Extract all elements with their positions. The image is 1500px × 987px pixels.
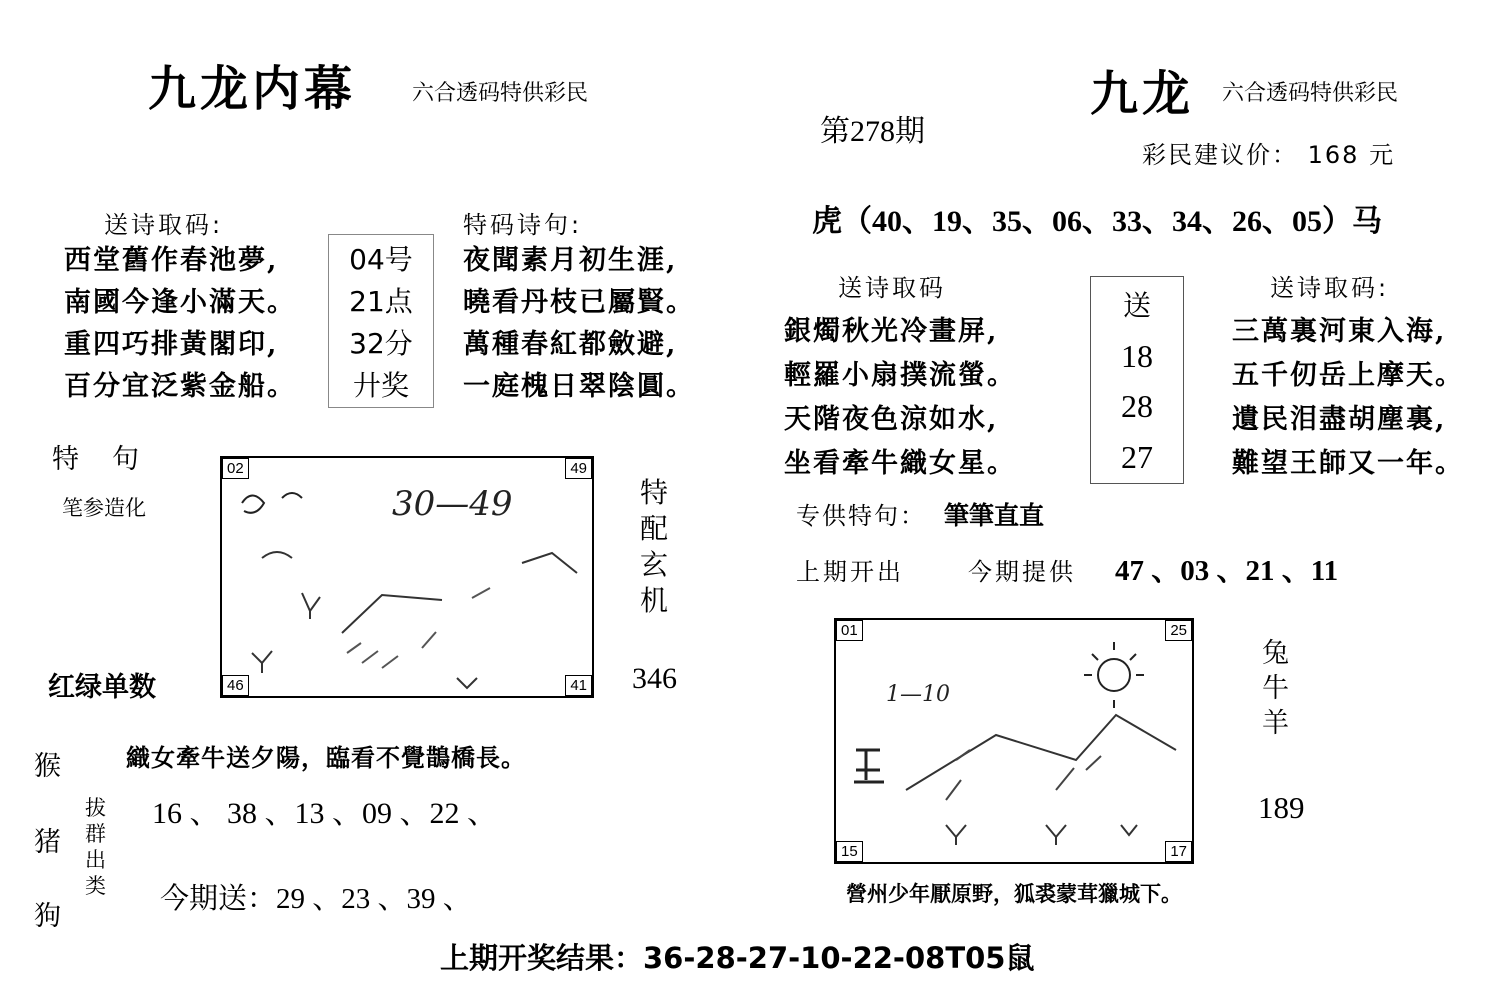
right-sketch-image	[834, 618, 1194, 864]
sketch-text: 30—49	[392, 484, 513, 524]
left-subtitle: 六合透码特供彩民	[412, 81, 589, 106]
today-send: 今期送：29 、23 、39 、	[160, 883, 472, 915]
price: 彩民建议价： 168 元	[1142, 141, 1396, 169]
right-poem-right	[1232, 310, 1464, 486]
provide-numbers: 47 、03 、21 、11	[1115, 555, 1339, 587]
right-poem-header-right: 送诗取码:	[1270, 274, 1390, 302]
issue-number: 第278期	[820, 115, 925, 148]
poem-line: 三萬裏河東入海,	[1232, 316, 1447, 347]
poem-line: 遺民泪盡胡塵裏,	[1232, 404, 1447, 435]
result-footer: 上期开奖结果：36-28-27-10-22-08T05鼠	[440, 941, 1035, 975]
poem-line: 曉看丹枝已屬賢。	[463, 287, 695, 318]
poem-line: 西堂舊作春池夢,	[64, 245, 279, 276]
poem-line: 天階夜色涼如水,	[784, 404, 999, 435]
draw-time-box	[328, 234, 434, 408]
send-box-line: 送	[1122, 288, 1151, 322]
te-ju-text: 笔参造化	[62, 496, 146, 520]
hint-char: 配	[640, 512, 669, 545]
draw-box-line: 32分	[349, 327, 413, 360]
zodiac-char: 羊	[1262, 708, 1289, 739]
provide-label: 今期提供	[968, 558, 1076, 586]
poem-line: 坐看牽牛織女星。	[784, 448, 1016, 479]
poem-line: 五千仞岳上摩天。	[1232, 360, 1464, 391]
special-text: 筆筆直直	[944, 501, 1045, 530]
te-ju-label: 特 句	[52, 444, 142, 475]
left-poem	[64, 240, 296, 408]
hint-vertical	[640, 475, 668, 619]
send-box-line: 18	[1121, 337, 1153, 374]
tema-poem	[463, 240, 695, 408]
corner-number: 49	[565, 458, 592, 479]
zodiac-char: 猪	[34, 827, 61, 858]
send-box-line: 27	[1121, 439, 1153, 476]
poem-line: 夜聞素月初生涯,	[463, 245, 678, 276]
poem-line: 萬種春紅都斂避,	[463, 329, 678, 360]
hint-char: 玄	[640, 548, 669, 581]
corner-number: 02	[222, 458, 249, 479]
group-char: 类	[85, 874, 106, 898]
right-caption: 營州少年厭原野，狐裘蒙茸獵城下。	[846, 881, 1182, 906]
red-green-label: 红绿单数	[48, 672, 156, 703]
last-label: 上期开出	[796, 558, 904, 586]
zodiac-char: 牛	[1262, 673, 1289, 704]
left-poem-header: 送诗取码:	[104, 211, 224, 239]
poem-line: 一庭槐日翠陰圓。	[463, 371, 695, 402]
corner-number: 15	[836, 841, 863, 862]
poem-line: 重四巧排黃閣印,	[64, 329, 279, 360]
send-box-line: 28	[1121, 388, 1153, 425]
sketch-drawing	[836, 620, 1192, 862]
group-char: 拔	[85, 796, 106, 820]
corner-number: 46	[222, 675, 249, 696]
sketch-text: 1—10	[886, 682, 950, 707]
zodiac-char: 狗	[34, 901, 61, 932]
tiger-line: 虎（40、19、35、06、33、34、26、05）马	[812, 205, 1382, 238]
zodiac-vertical-left	[34, 745, 61, 939]
right-subtitle: 六合透码特供彩民	[1222, 81, 1399, 106]
group-char: 出	[85, 848, 106, 872]
tema-header: 特码诗句:	[463, 211, 583, 239]
hint-char: 特	[640, 476, 669, 509]
poem-line: 南國今逢小滿天。	[64, 287, 296, 318]
poem-line: 輕羅小扇撲流螢。	[784, 360, 1016, 391]
send-box	[1090, 276, 1184, 484]
right-title: 九龙	[1090, 66, 1195, 122]
corner-number: 25	[1165, 620, 1192, 641]
draw-box-line: 04号	[349, 243, 413, 276]
group-label	[85, 795, 106, 899]
group-char: 群	[85, 822, 106, 846]
zodiac-number: 189	[1258, 790, 1305, 825]
right-poem-left	[784, 310, 1016, 486]
zodiac-char: 猴	[34, 751, 61, 782]
draw-box-line: 廾奖	[352, 369, 409, 402]
zodiac-vertical-right	[1262, 636, 1289, 741]
poem-line: 百分宜泛紫金船。	[64, 371, 296, 402]
bonus-line: 織女牽牛送夕陽，臨看不覺鵲橋長。	[126, 743, 526, 772]
poem-line: 難望王師又一年。	[1232, 448, 1464, 479]
draw-box-line: 21点	[349, 285, 413, 318]
left-sketch-image	[220, 456, 594, 698]
zodiac-char: 兔	[1262, 638, 1289, 669]
corner-number: 01	[836, 620, 863, 641]
corner-number: 17	[1165, 841, 1192, 862]
hint-char: 机	[640, 584, 669, 617]
special-label: 专供特句：	[796, 502, 926, 530]
poem-line: 銀燭秋光冷畫屏,	[784, 316, 999, 347]
right-poem-header-left: 送诗取码	[838, 274, 946, 302]
left-title: 九龙内幕	[148, 61, 357, 117]
numbers-line: 16 、 38 、13 、09 、22 、	[152, 797, 497, 830]
red-green-value: 346	[632, 662, 677, 695]
corner-number: 41	[565, 675, 592, 696]
